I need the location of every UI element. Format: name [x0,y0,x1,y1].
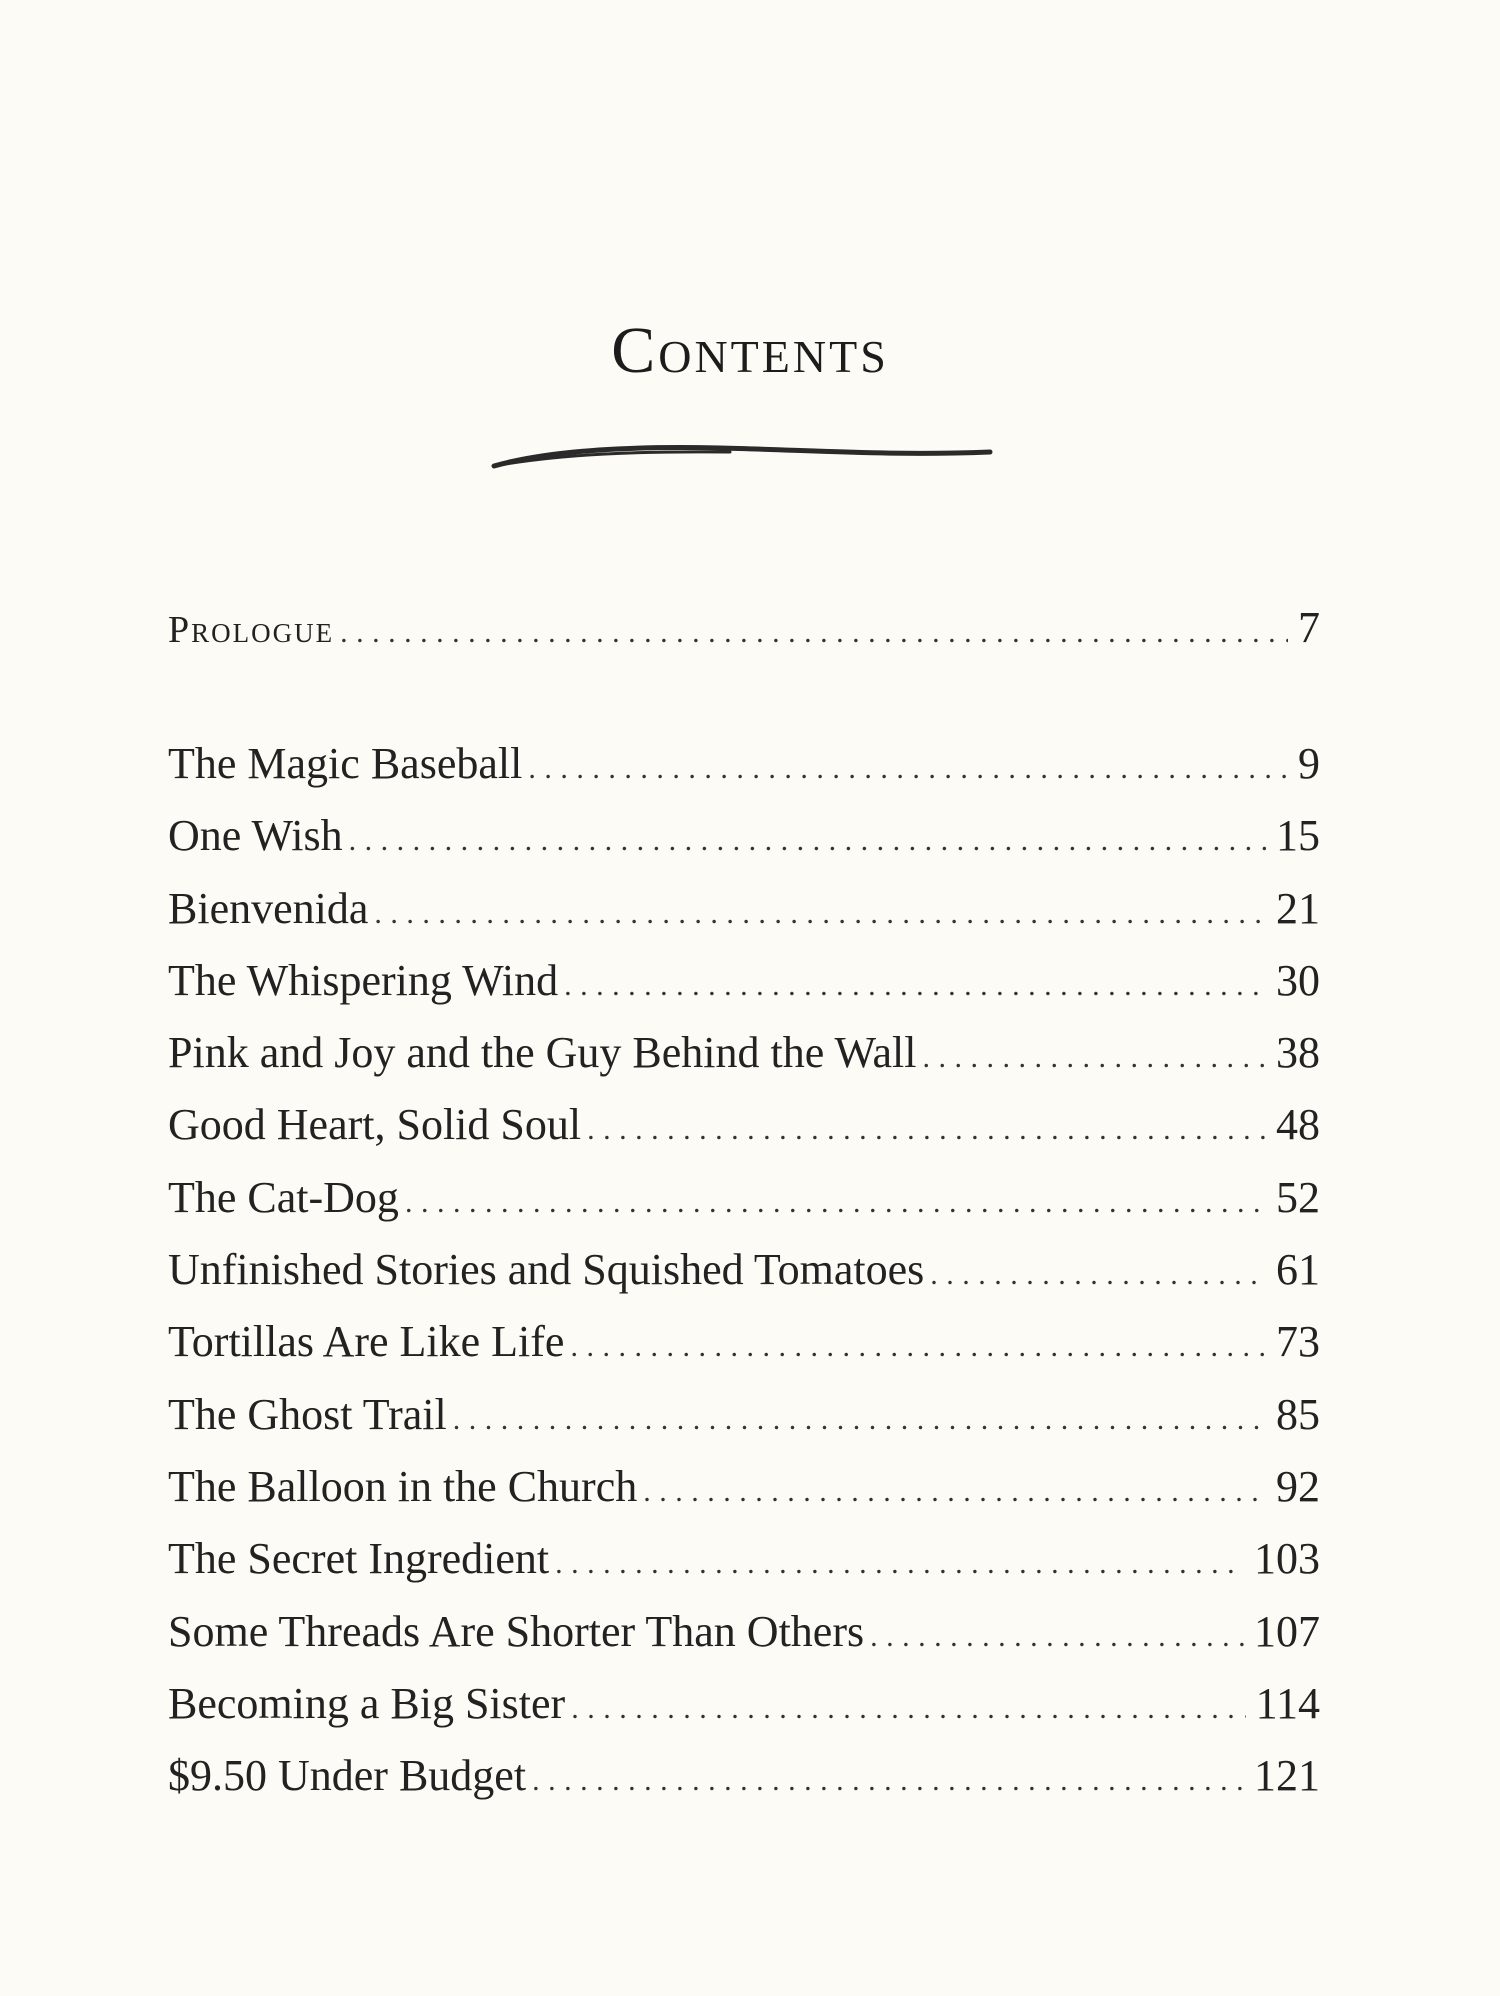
toc-entry[interactable] [168,1306,1320,1378]
toc-entry-title: The Balloon in the Church [168,1461,638,1511]
toc-entry-page-number: 38 [1276,1028,1320,1078]
toc-entry[interactable] [168,945,1320,1017]
toc-entry[interactable] [168,1017,1320,1089]
toc-entry-page-number: 107 [1254,1606,1320,1656]
toc-entry-title: Bienvenida [168,883,369,933]
toc-chapter-list [168,728,1320,1812]
dot-leader [405,1167,1266,1239]
toc-entry[interactable] [168,1740,1320,1812]
toc-entry-page-number: 85 [1276,1389,1320,1439]
toc-entry-title: Good Heart, Solid Soul [168,1100,582,1150]
dot-leader [349,805,1266,877]
toc-entry-page-number: 48 [1276,1100,1320,1150]
toc-entry-title: $9.50 Under Budget [168,1751,527,1801]
toc-entry-title: Unfinished Stories and Squished Tomatoes [168,1245,925,1295]
toc-entry[interactable] [168,1523,1320,1595]
toc-entry-page-number: 9 [1298,739,1320,788]
toc-entry-page-number: 52 [1276,1172,1320,1222]
dot-leader [643,1456,1266,1528]
toc-entry-page-number: 114 [1255,1678,1320,1728]
dot-leader [564,950,1266,1022]
toc-entry-page-number: 21 [1276,883,1320,933]
dot-leader [555,1528,1244,1600]
toc-entry-page-number: 103 [1254,1534,1320,1584]
toc-entry[interactable] [168,728,1320,800]
dot-leader [453,1384,1266,1456]
dot-leader [528,733,1288,805]
toc-entry-page-number: 121 [1254,1751,1320,1801]
toc-entry-title: The Cat-Dog [168,1172,399,1222]
toc-entry[interactable] [168,1668,1320,1740]
dot-leader [340,597,1288,669]
toc-entry[interactable] [168,1162,1320,1234]
toc-entry-page-number: 92 [1276,1461,1320,1511]
dot-leader [587,1094,1266,1166]
page-title: Contents [611,314,889,387]
toc-entry-title: The Whispering Wind [168,955,559,1005]
toc-entry-title: Becoming a Big Sister [168,1678,566,1728]
dot-leader [571,1673,1245,1745]
toc-entry-title: One Wish [168,811,343,861]
dot-leader [570,1311,1266,1383]
toc-entry[interactable] [168,1451,1320,1523]
toc-entry-title: Tortillas Are Like Life [168,1317,565,1367]
dot-leader [532,1745,1244,1817]
toc-entry-title: Prologue [168,609,335,651]
toc-entry[interactable] [168,1379,1320,1451]
toc-entry-title: The Secret Ingredient [168,1534,550,1584]
toc-entry[interactable] [168,1089,1320,1161]
toc-entry-prologue[interactable] [168,592,1320,664]
toc-entry-title: Some Threads Are Shorter Than Others [168,1606,865,1656]
toc-entry-title: The Magic Baseball [168,739,523,788]
title-flourish [490,436,1000,476]
toc-entry[interactable] [168,800,1320,872]
toc-prologue-section [168,592,1320,664]
toc-entry-page-number: 73 [1276,1317,1320,1367]
toc-entry-title: Pink and Joy and the Guy Behind the Wall [168,1028,917,1078]
dot-leader [922,1022,1266,1094]
toc-entry[interactable] [168,873,1320,945]
dot-leader [374,878,1266,950]
dot-leader [870,1601,1244,1673]
dot-leader [930,1239,1266,1311]
toc-entry-title: The Ghost Trail [168,1389,447,1439]
toc-entry-page-number: 30 [1276,955,1320,1005]
toc-entry[interactable] [168,1234,1320,1306]
toc-entry-page-number: 7 [1298,603,1320,652]
toc-entry-page-number: 61 [1276,1245,1320,1295]
toc-entry-page-number: 15 [1276,811,1320,861]
toc-entry[interactable] [168,1596,1320,1668]
